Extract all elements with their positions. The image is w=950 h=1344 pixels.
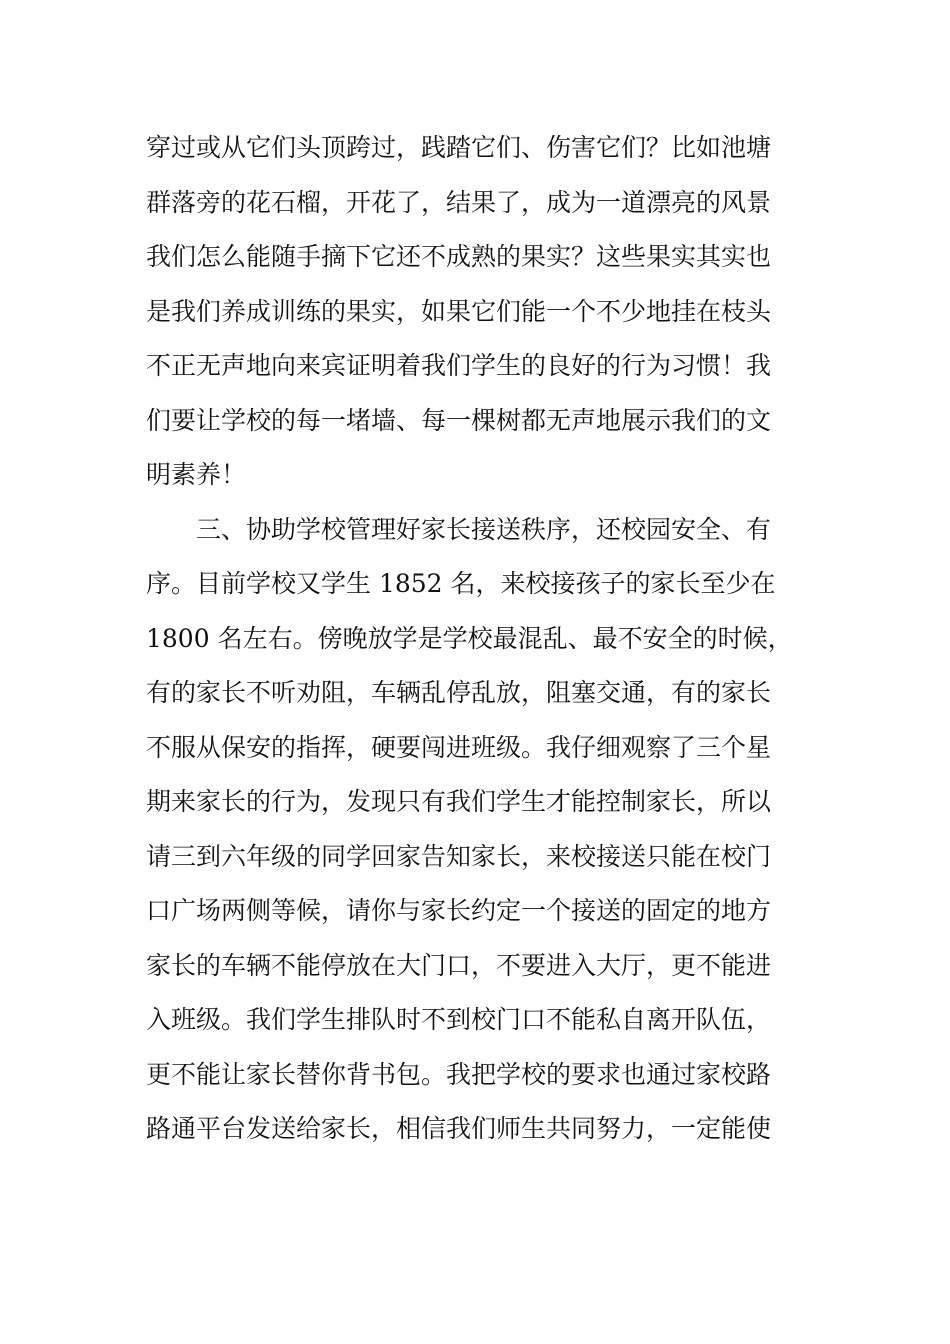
text-line: 们要让学校的每一堵墙、每一棵树都无声地展示我们的文 [146,405,772,435]
text-line: 不正无声地向来宾证明着我们学生的良好的行为习惯！我 [146,351,772,380]
text-line: 1800 名左右。傍晚放学是学校最混乱、最不安全的时候， [146,623,793,653]
text-line: 家长的车辆不能停放在大门口，不要进入大厅，更不能进 [146,950,772,980]
text-line: 更不能让家长替你背书包。我把学校的要求也通过家校路 [146,1059,772,1089]
text-line: 口广场两侧等候，请你与家长约定一个接送的固定的地方 [146,896,772,925]
text-line: 是我们养成训练的果实，如果它们能一个不少地挂在枝头 [146,296,772,326]
text-line: 路通平台发送给家长，相信我们师生共同努力，一定能使 [146,1114,772,1143]
text-line: 序。目前学校又学生 1852 名，来校接孩子的家长至少在 [146,569,776,598]
text-line: 群落旁的花石榴，开花了，结果了，成为一道漂亮的风景 [146,187,772,217]
text-line: 期来家长的行为，发现只有我们学生才能控制家长，所以 [146,787,772,816]
text-line: 明素养！ [146,460,247,489]
text-line: 有的家长不听劝阻，车辆乱停乱放，阻塞交通，有的家长 [146,678,772,707]
text-line: 我们怎么能随手摘下它还不成熟的果实？这些果实其实也 [146,242,772,271]
body-text [146,121,826,1157]
text-line: 入班级。我们学生排队时不到校门口不能私自离开队伍， [146,1005,772,1034]
text-line: 不服从保安的指挥，硬要闯进班级。我仔细观察了三个星 [146,732,772,762]
text-line: 请三到六年级的同学回家告知家长，来校接送只能在校门 [146,841,772,871]
text-line: 穿过或从它们头顶跨过，践踏它们、伤害它们？比如池塘 [146,133,772,162]
text-line: 三、协助学校管理好家长接送秩序，还校园安全、有 [146,514,772,544]
